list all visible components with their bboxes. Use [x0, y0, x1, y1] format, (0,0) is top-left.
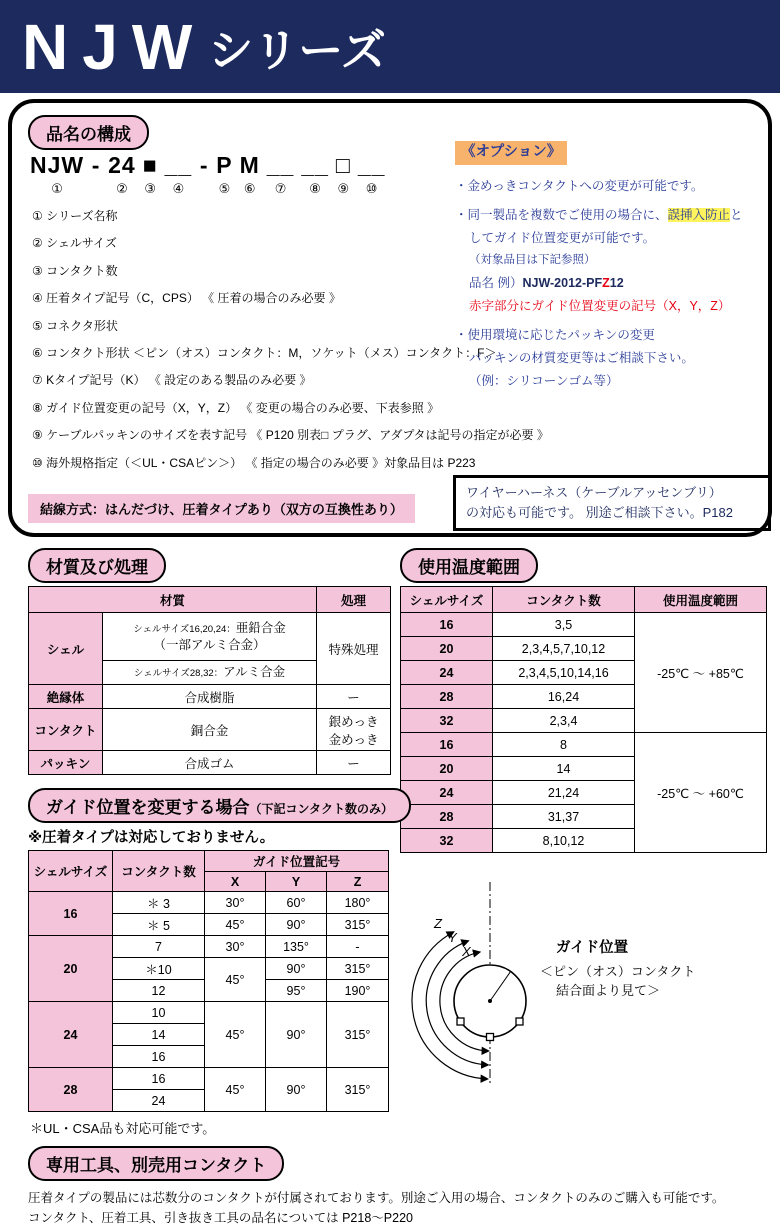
materials-cell: シェルサイズ28,32：アルミ合金: [103, 661, 317, 685]
red-guide-symbol: Z: [602, 275, 610, 290]
materials-cell: 特殊処理: [317, 613, 391, 685]
guide-header-x: X: [205, 872, 266, 892]
guide-cell: 315°: [327, 914, 389, 936]
guide-size-cell: 28: [29, 1068, 113, 1112]
code-segment: __ ④: [164, 152, 193, 197]
guide-size-cell: 20: [29, 936, 113, 1002]
guide-notch: [457, 1018, 464, 1025]
red-note: 赤字部分にガイド位置変更の記号（X，Y，Z）: [469, 298, 731, 313]
guide-header-size: シェルサイズ: [29, 851, 113, 892]
code-segment: □ ⑨: [335, 152, 351, 197]
diagram-label-z: Z: [434, 916, 442, 931]
guide-cell: 16: [113, 1046, 205, 1068]
guide-position-table: [28, 850, 389, 1112]
materials-cell: 銅合金: [103, 709, 317, 751]
wiring-method-note: 結線方式：はんだづけ、圧着タイプあり（双方の互換性あり）: [28, 494, 415, 523]
guide-cell: 45°: [205, 914, 266, 936]
temp-contacts-cell: 8,10,12: [493, 829, 635, 853]
guide-cell: 180°: [327, 892, 389, 914]
naming-item-7: ⑦ Kタイプ記号（K） 《 設定のある製品のみ必要 》: [32, 373, 312, 388]
diagram-label-x: X: [462, 944, 471, 959]
guide-cell: 30°: [205, 936, 266, 958]
naming-item-2: ② シェルサイズ: [32, 236, 117, 251]
option-guide-change-line2: してガイド位置変更が可能です。: [469, 231, 656, 246]
guide-cell: 315°: [327, 958, 389, 980]
temp-size-cell: 32: [401, 709, 493, 733]
options-panel: [455, 141, 771, 390]
guide-notch: [516, 1018, 523, 1025]
page-banner: [0, 0, 780, 93]
materials-cell: ー: [317, 685, 391, 709]
guide-position-diagram: [390, 876, 770, 1091]
guide-cell: ＊ 3: [113, 892, 205, 914]
naming-item-5: ⑤ コネクタ形状: [32, 318, 118, 333]
diagram-caption-line1: ＜ピン（オス）コンタクト: [540, 964, 696, 980]
example-part-number: 品名 例）NJW-2012-PFZ12: [469, 275, 624, 290]
guide-cell: 190°: [327, 980, 389, 1002]
guide-header-y: Y: [266, 872, 327, 892]
temp-contacts-cell: 3,5: [493, 613, 635, 637]
guide-cell: 90°: [266, 1068, 327, 1112]
guide-cell: 45°: [205, 1068, 266, 1112]
guide-cell: 45°: [205, 958, 266, 1002]
naming-item-9: ⑨ ケーブルパッキンのサイズを表す記号 《 P120 別表□ プラグ、アダプタは記号の指定が必要 》: [32, 428, 549, 443]
temp-size-cell: 28: [401, 685, 493, 709]
temp-range-cell: -25℃ ～ +60℃: [635, 733, 767, 853]
naming-item-4: ④ 圧着タイプ記号（C，CPS） 《 圧着の場合のみ必要 》: [32, 291, 341, 306]
option-packing-line2: パッキンの材質変更等はご相談下さい。: [469, 351, 694, 366]
code-segment: __ ⑩: [357, 152, 386, 197]
guide-header-contacts: コンタクト数: [113, 851, 205, 892]
naming-item-1: ① シリーズ名称: [32, 209, 118, 223]
naming-item-10: ⑩ 海外規格指定（＜UL・CSAピン＞） 《 指定の場合のみ必要 》対象品目は P223: [32, 455, 476, 470]
guide-cell: ＊ 5: [113, 914, 205, 936]
temp-size-cell: 16: [401, 733, 493, 757]
materials-table: [28, 586, 391, 775]
option-gold-plating: ・金めっきコンタクトへの変更が可能です。: [455, 178, 704, 193]
code-segment: __ ⑦: [266, 152, 295, 197]
tools-text-line2: コンタクト、圧着工具、引き抜き工具の品名については P218～P220: [28, 1211, 413, 1225]
materials-header-process: 処理: [317, 587, 391, 613]
guide-header-z: Z: [327, 872, 389, 892]
mis-insertion-highlight: 誤挿入防止: [667, 208, 731, 223]
guide-cell: 7: [113, 936, 205, 958]
option-packing-line1: ・使用環境に応じたパッキンの変更: [455, 328, 655, 343]
temp-header-contacts: コンタクト数: [493, 587, 635, 613]
option-target-note: （対象品目は下記参照）: [469, 254, 596, 267]
materials-cell: 合成ゴム: [103, 751, 317, 775]
diagram-captions: [540, 938, 695, 1001]
tools-text-line1: 圧着タイプの製品には芯数分のコンタクトが付属されております。別途ご入用の場合、コンタクトのみのご購入も可能です。: [28, 1191, 725, 1205]
guide-size-cell: 24: [29, 1002, 113, 1068]
guide-cell: 60°: [266, 892, 327, 914]
temp-contacts-cell: 2,3,4,5,7,10,12: [493, 637, 635, 661]
code-segment: M ⑥: [239, 152, 260, 197]
center-dot: [488, 999, 492, 1003]
materials-cell: 銀めっき 金めっき: [317, 709, 391, 751]
code-segment: NJW ①: [30, 152, 85, 197]
code-segment: P ⑤: [216, 152, 233, 197]
temp-size-cell: 20: [401, 757, 493, 781]
temp-range-cell: -25℃ ～ +85℃: [635, 613, 767, 733]
code-segment: 24 ②: [108, 152, 136, 197]
guide-cell: 30°: [205, 892, 266, 914]
guide-cell: 90°: [266, 1002, 327, 1068]
temp-contacts-cell: 16,24: [493, 685, 635, 709]
options-title: 《オプション》: [455, 141, 567, 165]
guide-cell: -: [327, 936, 389, 958]
temp-size-cell: 20: [401, 637, 493, 661]
temp-size-cell: 16: [401, 613, 493, 637]
series-title-en: NJW: [22, 10, 207, 83]
temp-header-size: シェルサイズ: [401, 587, 493, 613]
naming-item-8: ⑧ ガイド位置変更の記号（X，Y，Z） 《 変更の場合のみ必要、下表参照 》: [32, 400, 440, 415]
materials-header-material: 材質: [29, 587, 317, 613]
guide-notch: [487, 1034, 494, 1041]
materials-cell: ー: [317, 751, 391, 775]
guide-cell: 90°: [266, 914, 327, 936]
code-segment: __ ⑧: [301, 152, 329, 197]
temp-contacts-cell: 31,37: [493, 805, 635, 829]
temp-contacts-cell: 21,24: [493, 781, 635, 805]
guide-header-symbol: ガイド位置記号: [205, 851, 389, 872]
temp-contacts-cell: 14: [493, 757, 635, 781]
diagram-caption-line2: 結合面より見て＞: [556, 982, 661, 998]
code-segment: -: [91, 152, 101, 178]
diagram-label-y: Y: [448, 930, 457, 945]
guide-cell: 10: [113, 1002, 205, 1024]
guide-cell: ＊10: [113, 958, 205, 980]
guide-cell: 16: [113, 1068, 205, 1090]
materials-row-label: 絶縁体: [29, 685, 103, 709]
option-guide-change: ・同一製品を複数でご使用の場合に、誤挿入防止と: [455, 208, 743, 223]
guide-section-title: ガイド位置を変更する場合（下記コンタクト数のみ）: [28, 788, 411, 823]
naming-section-title: 品名の構成: [28, 115, 149, 150]
temp-size-cell: 32: [401, 829, 493, 853]
series-title-jp: シリーズ: [208, 25, 386, 76]
guide-cell: 45°: [205, 1002, 266, 1068]
temp-size-cell: 28: [401, 805, 493, 829]
guide-cell: 315°: [327, 1002, 389, 1068]
option-packing-line3: （例：シリコーンゴム等）: [469, 374, 619, 389]
materials-row-label: コンタクト: [29, 709, 103, 751]
temp-contacts-cell: 2,3,4,5,10,14,16: [493, 661, 635, 685]
part-number-format: [30, 153, 392, 195]
tools-section-title: 専用工具、別売用コンタクト: [28, 1146, 284, 1181]
guide-cell: 315°: [327, 1068, 389, 1112]
guide-cell: 24: [113, 1090, 205, 1112]
guide-cell: 95°: [266, 980, 327, 1002]
naming-item-3: ③ コンタクト数: [32, 263, 118, 278]
temp-size-cell: 24: [401, 661, 493, 685]
materials-row-label: シェル: [29, 613, 103, 685]
temp-header-range: 使用温度範囲: [635, 587, 767, 613]
materials-cell: 合成樹脂: [103, 685, 317, 709]
diagram-caption-title: ガイド位置: [556, 940, 629, 956]
guide-cell: 14: [113, 1024, 205, 1046]
guide-size-cell: 16: [29, 892, 113, 936]
guide-cell: 90°: [266, 958, 327, 980]
temperature-table: [400, 586, 767, 853]
temp-size-cell: 24: [401, 781, 493, 805]
naming-item-6: ⑥ コンタクト形状 ＜ピン（オス）コンタクト：M，ソケット（メス）コンタクト：F＞: [32, 346, 497, 361]
guide-cell: 135°: [266, 936, 327, 958]
temperature-section-title: 使用温度範囲: [400, 548, 538, 583]
temp-contacts-cell: 8: [493, 733, 635, 757]
materials-cell: シェルサイズ16,20,24：亜鉛合金 （一部アルミ合金）: [103, 613, 317, 661]
temp-contacts-cell: 2,3,4: [493, 709, 635, 733]
materials-row-label: パッキン: [29, 751, 103, 775]
materials-section-title: 材質及び処理: [28, 548, 166, 583]
guide-footnote: ＊UL・CSA品も対応可能です。: [30, 1121, 216, 1136]
guide-cell: 12: [113, 980, 205, 1002]
guide-crimp-note: ※圧着タイプは対応しておりません。: [28, 830, 275, 846]
code-segment: ■ ③: [142, 152, 158, 197]
naming-section: [8, 99, 772, 537]
code-segment: -: [199, 152, 209, 178]
harness-note-box: ワイヤーハーネス（ケーブルアッセンブリ） の対応も可能です。 別途ご相談下さい。P182: [453, 475, 771, 531]
